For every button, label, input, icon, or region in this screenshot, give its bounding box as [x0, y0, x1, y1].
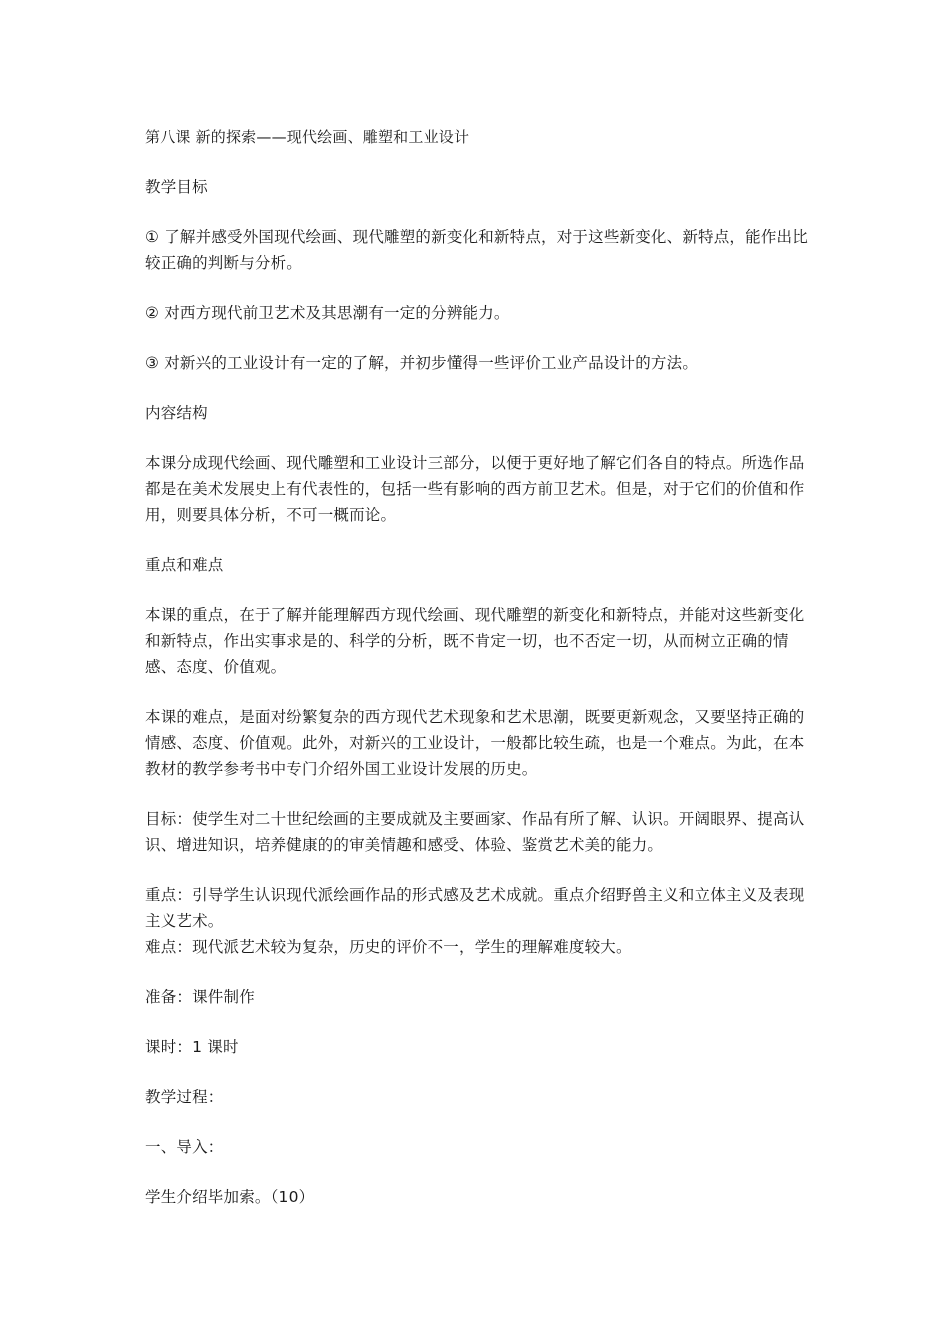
lesson-title: 第八课 新的探索——现代绘画、雕塑和工业设计: [145, 128, 470, 146]
goal-item-1: ① 了解并感受外国现代绘画、现代雕塑的新变化和新特点，对于这些新变化、新特点，能作出比较正确的判断与分析。: [145, 228, 808, 272]
focus-paragraph: 重点：引导学生认识现代派绘画作品的形式感及艺术成就。重点介绍野兽主义和立体主义及表现主义艺术。: [145, 886, 805, 930]
goal-item-2: ② 对西方现代前卫艺术及其思潮有一定的分辨能力。: [145, 304, 510, 322]
difficulty-paragraph: 本课的难点，是面对纷繁复杂的西方现代艺术现象和艺术思潮，既要更新观念，又要坚持正确的情感、态度、价值观。此外，对新兴的工业设计，一般都比较生疏，也是一个难点。为此，在本教材的教学参考书中专门介绍外国工业设计发展的历史。: [145, 708, 805, 778]
structure-heading: 内容结构: [145, 404, 208, 422]
prep-line: 准备：课件制作: [145, 988, 255, 1006]
goal-item-3: ③ 对新兴的工业设计有一定的了解，并初步懂得一些评价工业产品设计的方法。: [145, 354, 699, 372]
process-heading: 教学过程：: [145, 1088, 224, 1106]
intro-heading: 一、导入：: [145, 1138, 224, 1156]
hard-paragraph: 难点：现代派艺术较为复杂，历史的评价不一，学生的理解难度较大。: [145, 938, 632, 956]
document-body: [145, 124, 810, 1234]
hours-line: 课时：1 课时: [145, 1038, 239, 1056]
objective-paragraph: 目标：使学生对二十世纪绘画的主要成就及主要画家、作品有所了解、认识。开阔眼界、提高认识、增进知识，培养健康的的审美情趣和感受、体验、鉴赏艺术美的能力。: [145, 810, 805, 854]
keypoints-paragraph: 本课的重点，在于了解并能理解西方现代绘画、现代雕塑的新变化和新特点，并能对这些新变化和新特点，作出实事求是的、科学的分析，既不肯定一切，也不否定一切，从而树立正确的情感、态度、价值观。: [145, 606, 805, 676]
structure-paragraph: 本课分成现代绘画、现代雕塑和工业设计三部分，以便于更好地了解它们各自的特点。所选作品都是在美术发展史上有代表性的，包括一些有影响的西方前卫艺术。但是，对于它们的价值和作用，则要具体分析，不可一概而论。: [145, 454, 805, 524]
intro-line: 学生介绍毕加索。（10）: [145, 1188, 315, 1206]
goals-heading: 教学目标: [145, 178, 208, 196]
keypoints-heading: 重点和难点: [145, 556, 224, 574]
